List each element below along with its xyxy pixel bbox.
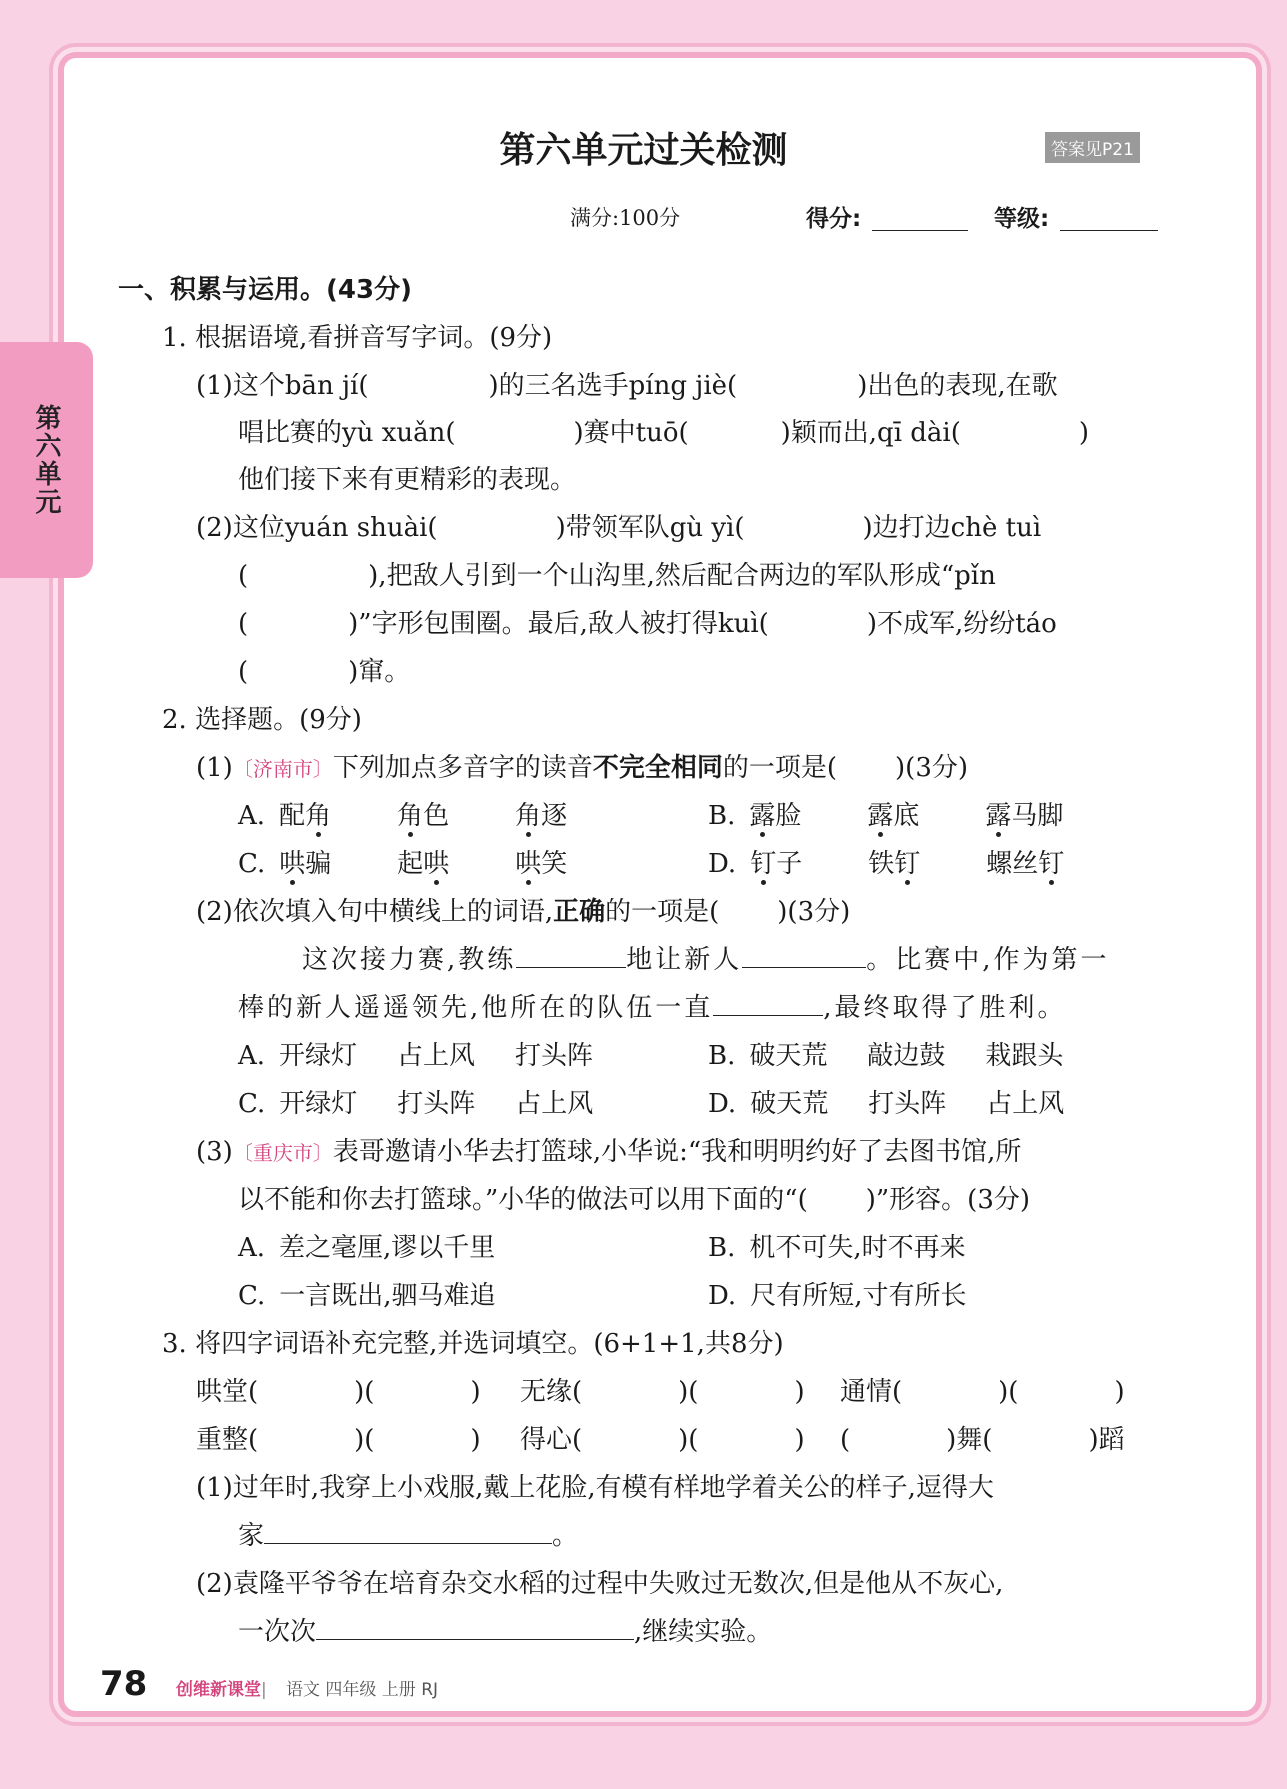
option-word: 破天荒 [749,1041,828,1071]
option-letter: A. [238,801,266,831]
footer-separator: | [261,1680,267,1700]
char: 铁 [868,849,895,879]
char: 配 [279,801,306,831]
paren: ) [794,1425,805,1455]
q3-sub2-line1: (2)袁隆平爷爷在培育杂交水稻的过程中失败过无数次,但是他从不灰心, [196,1569,1004,1599]
char: 笑 [541,849,568,879]
option-letter: D. [708,1281,737,1311]
char: 角 [515,801,542,831]
fill-line[interactable] [742,938,866,968]
option-letter: B. [708,1233,736,1263]
char: 马 [1011,801,1038,831]
fill-line[interactable] [316,1610,634,1640]
option-a[interactable] [238,1034,633,1078]
fill-line[interactable] [516,938,626,968]
option-word: 打头阵 [868,1089,947,1119]
paren: ) [794,1377,805,1407]
option-a[interactable] [238,1226,495,1270]
option-word: 打头阵 [397,1089,476,1119]
q1-part1-line1: (1)这个bān jí( )的三名选手píng jiè( )出色的表现,在歌 [196,371,1058,401]
option-text: 差之毫厘,谬以千里 [279,1233,496,1263]
page-title: 第六单元过关检测 [499,130,788,171]
option-word [515,842,633,886]
unit-side-tab-label: 第六单元 [31,404,61,516]
q1-part1-line2: 唱比赛的yù xuǎn( )赛中tuō( )颖而出,qī dài( ) [238,418,1090,448]
idiom-item [520,1370,805,1414]
score-label: 得分: [806,206,862,232]
idiom-mid: )舞( [946,1425,993,1455]
option-word [986,842,1104,886]
char: 钉 [750,849,777,879]
question-1-heading: 1. 根据语境,看拼音写字词。(9分) [162,323,553,353]
page-number: 78 [100,1664,148,1704]
option-word: 占上风 [986,1089,1065,1119]
option-c[interactable] [238,842,633,886]
question-3-heading: 3. 将四字词语补充完整,并选词填空。(6+1+1,共8分) [162,1329,784,1359]
option-word [867,794,985,838]
char: 色 [423,801,450,831]
option-word [868,842,986,886]
q1-part2-line2: ( ),把敌人引到一个山沟里,然后配合两边的军队形成“pǐn [238,561,996,591]
option-d[interactable] [708,842,1104,886]
q1-part1-line3: 他们接下来有更精彩的表现。 [238,465,577,495]
option-c[interactable] [238,1274,496,1318]
char: 角 [305,801,332,831]
option-letter: B. [708,1041,736,1071]
idiom-head: 通情( [840,1377,903,1407]
option-letter: B. [708,801,736,831]
option-word [749,794,867,838]
option-text: 尺有所短,寸有所长 [750,1281,967,1311]
idiom-head: 重整( [196,1425,259,1455]
option-d[interactable] [708,1082,1104,1126]
option-word: 破天荒 [750,1089,829,1119]
char: 螺 [986,849,1013,879]
option-a[interactable] [238,794,633,838]
city-tag: 〔重庆市〕 [232,1141,333,1165]
option-word: 开绿灯 [279,1089,358,1119]
char: 钉 [1038,849,1065,879]
idiom-item [196,1370,481,1414]
full-score-label: 满分:100分 [570,206,681,230]
grade-input-line[interactable] [1060,230,1158,231]
option-word: 打头阵 [515,1041,594,1071]
option-letter: A. [238,1041,266,1071]
option-word: 开绿灯 [279,1041,358,1071]
option-text: 一言既出,驷马难追 [279,1281,496,1311]
char: 起 [397,849,424,879]
option-word [279,842,397,886]
char: 哄 [515,849,542,879]
q2-sub1-stem: (1)〔济南市〕下列加点多音字的读音不完全相同的一项是( )(3分) [196,753,969,783]
answer-reference-badge: 答案见P21 [1045,132,1140,163]
footer-brand-name: 创维新课堂 [176,1680,261,1700]
paren: ( [840,1425,851,1455]
option-letter: A. [238,1233,266,1263]
section-heading: 一、积累与运用。(43分) [118,275,412,305]
q2-sub2-sentence-line1: 这次接力赛,教练 地让新人 。比赛中,作为第一 [302,938,1110,982]
q2-sub2-sentence-line2: 棒的新人遥遥领先,他所在的队伍一直 ,最终取得了胜利。 [238,986,1067,1030]
paren: )( [354,1377,375,1407]
option-letter: D. [708,849,737,879]
option-word: 敲边鼓 [867,1041,946,1071]
option-b[interactable] [708,1034,1103,1078]
q2-sub2-stem: (2)依次填入句中横线上的词语,正确的一项是( )(3分) [196,897,851,927]
question-2-heading: 2. 选择题。(9分) [162,705,362,735]
unit-side-tab [0,342,93,578]
char: 骗 [305,849,332,879]
option-word [515,794,633,838]
q1-part2-line1: (2)这位yuán shuài( )带领军队gù yì( )边打边chè tuì [196,513,1042,543]
idiom-head: 得心( [520,1425,583,1455]
option-word [279,794,397,838]
fill-line[interactable] [713,986,823,1016]
char: 脸 [775,801,802,831]
char: 露 [749,801,776,831]
char: 哄 [423,849,450,879]
q2-sub3-stem-line2: 以不能和你去打篮球。”小华的做法可以用下面的“( )”形容。(3分) [238,1185,1030,1215]
option-letter: C. [238,1089,266,1119]
city-tag: 〔济南市〕 [232,757,333,781]
option-word: 栽跟头 [985,1041,1064,1071]
paren: ) [470,1425,481,1455]
score-input-line[interactable] [872,230,968,231]
idiom-head: 哄堂( [196,1377,259,1407]
idiom-head: 无缘( [520,1377,583,1407]
option-letter: C. [238,849,266,879]
option-word [750,842,868,886]
fill-line[interactable] [264,1514,552,1544]
option-c[interactable] [238,1082,633,1126]
idiom-item [520,1418,805,1462]
char: 底 [893,801,920,831]
paren: ) [1114,1377,1125,1407]
paren: )( [998,1377,1019,1407]
char: 逐 [541,801,568,831]
char: 露 [985,801,1012,831]
paren: ) [470,1377,481,1407]
q3-sub1-line1: (1)过年时,我穿上小戏服,戴上花脸,有模有样地学着关公的样子,逗得大 [196,1473,994,1503]
q3-sub1-line2: 家 。 [238,1514,578,1558]
char: 脚 [1037,801,1064,831]
q1-part2-line4: ( )窜。 [238,657,411,687]
q1-part2-line3: ( )”字形包围圈。最后,敌人被打得kuì( )不成军,纷纷táo [238,609,1057,639]
option-word: 占上风 [397,1041,476,1071]
idiom-item [840,1370,1125,1414]
paren: )( [678,1377,699,1407]
option-word [397,794,515,838]
option-word [397,842,515,886]
char: 露 [867,801,894,831]
char: 角 [397,801,424,831]
option-text: 机不可失,时不再来 [749,1233,966,1263]
option-word: 占上风 [515,1089,594,1119]
option-b[interactable] [708,794,1103,838]
idiom-item [840,1418,1125,1462]
q2-sub3-stem-line1: (3)〔重庆市〕表哥邀请小华去打篮球,小华说:“我和明明约好了去图书馆,所 [196,1137,1022,1167]
char: 哄 [279,849,306,879]
idiom-tail: )蹈 [1088,1425,1125,1455]
idiom-item [196,1418,481,1462]
footer-book-info: 语文 四年级 上册 RJ [286,1680,439,1700]
q3-sub2-line2: 一次次 ,继续实验。 [238,1610,772,1654]
option-b[interactable] [708,1226,966,1270]
option-d[interactable] [708,1274,966,1318]
option-word [985,794,1103,838]
option-letter: C. [238,1281,266,1311]
paren: )( [678,1425,699,1455]
char: 子 [776,849,803,879]
option-letter: D. [708,1089,737,1119]
char: 钉 [894,849,921,879]
grade-label: 等级: [994,206,1050,232]
paren: )( [354,1425,375,1455]
char: 丝 [1012,849,1039,879]
footer-brand [176,1675,267,1700]
